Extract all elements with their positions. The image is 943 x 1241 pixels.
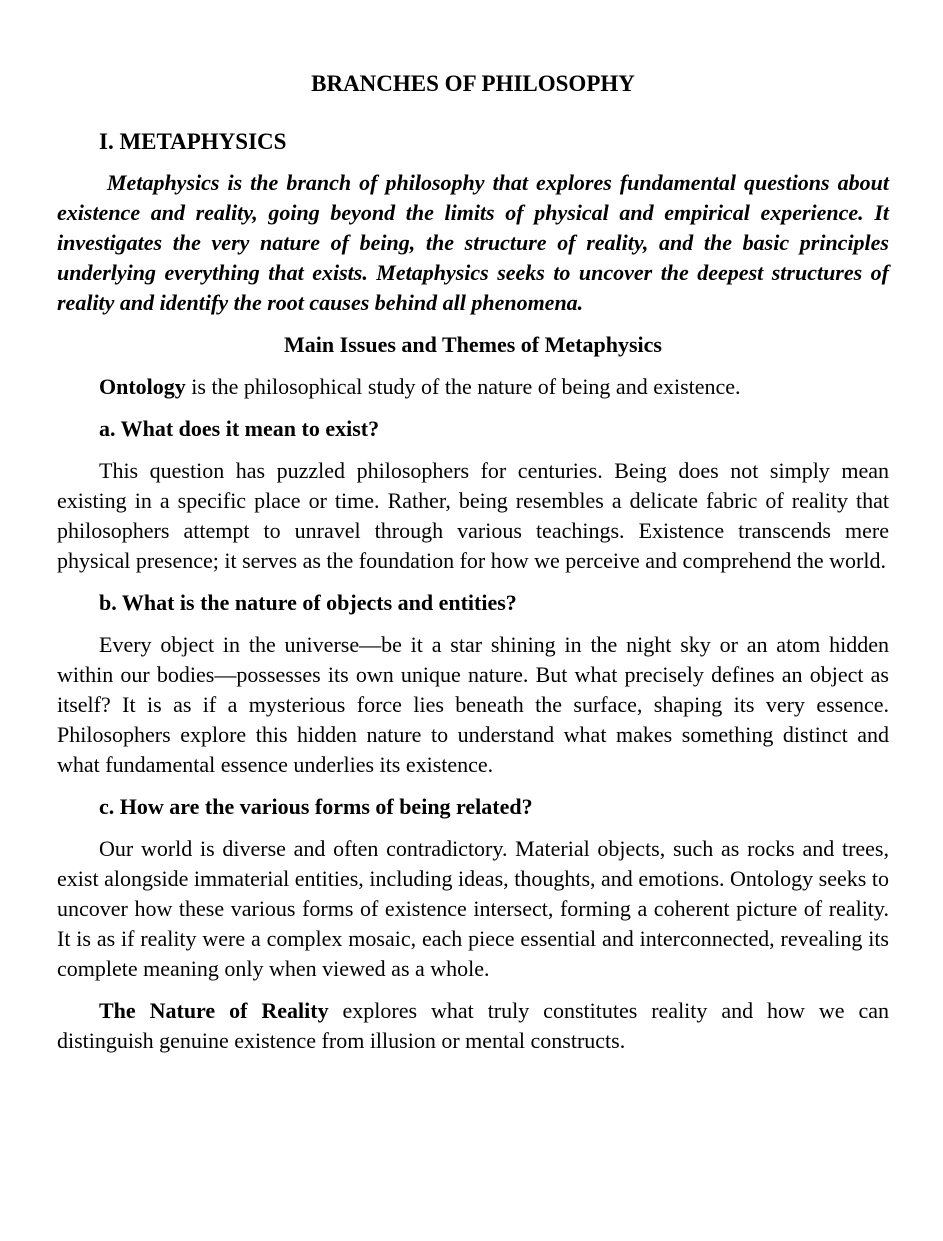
question-c: c. How are the various forms of being related? bbox=[99, 794, 533, 819]
paragraph-c: Our world is diverse and often contradictory. Material objects, such as rocks and trees, exist alongside immaterial entities, including ideas, thoughts, and emotions. Ontology seeks to uncover how these various forms of existence intersect, forming a coherent picture of reality. It is as if reality were a complex mosaic, each piece essential and interconnected, revealing its complete meaning only when viewed as a whole. bbox=[57, 836, 889, 981]
document-page bbox=[57, 66, 889, 1056]
paragraph-a: This question has puzzled philosophers for centuries. Being does not simply mean existing in a specific place or time. Rather, being resembles a delicate fabric of reality that philosophers attempt to unravel through various teachings. Existence transcends mere physical presence; it serves as the foundation for how we perceive and comprehend the world. bbox=[57, 458, 889, 573]
section-heading: I. METAPHYSICS bbox=[99, 129, 287, 154]
ontology-definition bbox=[57, 372, 889, 402]
paragraph-b: Every object in the universe—be it a star shining in the night sky or an atom hidden within our bodies—possesses its own unique nature. But what precisely defines an object as itself? It is as if a mysterious force lies beneath the surface, shaping its very essence. Philosophers explore this hidden nature to understand what makes something distinct and what fundamental essence underlies its existence. bbox=[57, 632, 889, 777]
question-a-letter: a bbox=[99, 416, 110, 441]
themes-heading: Main Issues and Themes of Metaphysics bbox=[284, 332, 662, 357]
ontology-term: Ontology bbox=[99, 374, 186, 399]
question-b: b. What is the nature of objects and entities? bbox=[99, 590, 517, 615]
question-a-text: . What does it mean to exist? bbox=[110, 416, 380, 441]
nature-of-reality-text: explores what truly constitutes reality and how we can distinguish genuine existence from illusion or mental constructs. bbox=[57, 998, 889, 1053]
nature-of-reality-term: The Nature of Reality bbox=[99, 998, 329, 1023]
intro-paragraph: Metaphysics is the branch of philosophy that explores fundamental questions about existence and reality, going beyond the limits of physical and empirical experience. It investigates the very nature of being, the structure of reality, and the basic principles underlying everything that exists. Metaphysics seeks to uncover the deepest structures of reality and identify the root causes behind all phenomena. bbox=[57, 170, 889, 315]
question-a bbox=[57, 414, 889, 444]
document-title: BRANCHES OF PHILOSOPHY bbox=[311, 71, 635, 96]
nature-of-reality-paragraph bbox=[57, 996, 889, 1056]
ontology-definition-text: is the philosophical study of the nature of being and existence. bbox=[185, 374, 741, 399]
